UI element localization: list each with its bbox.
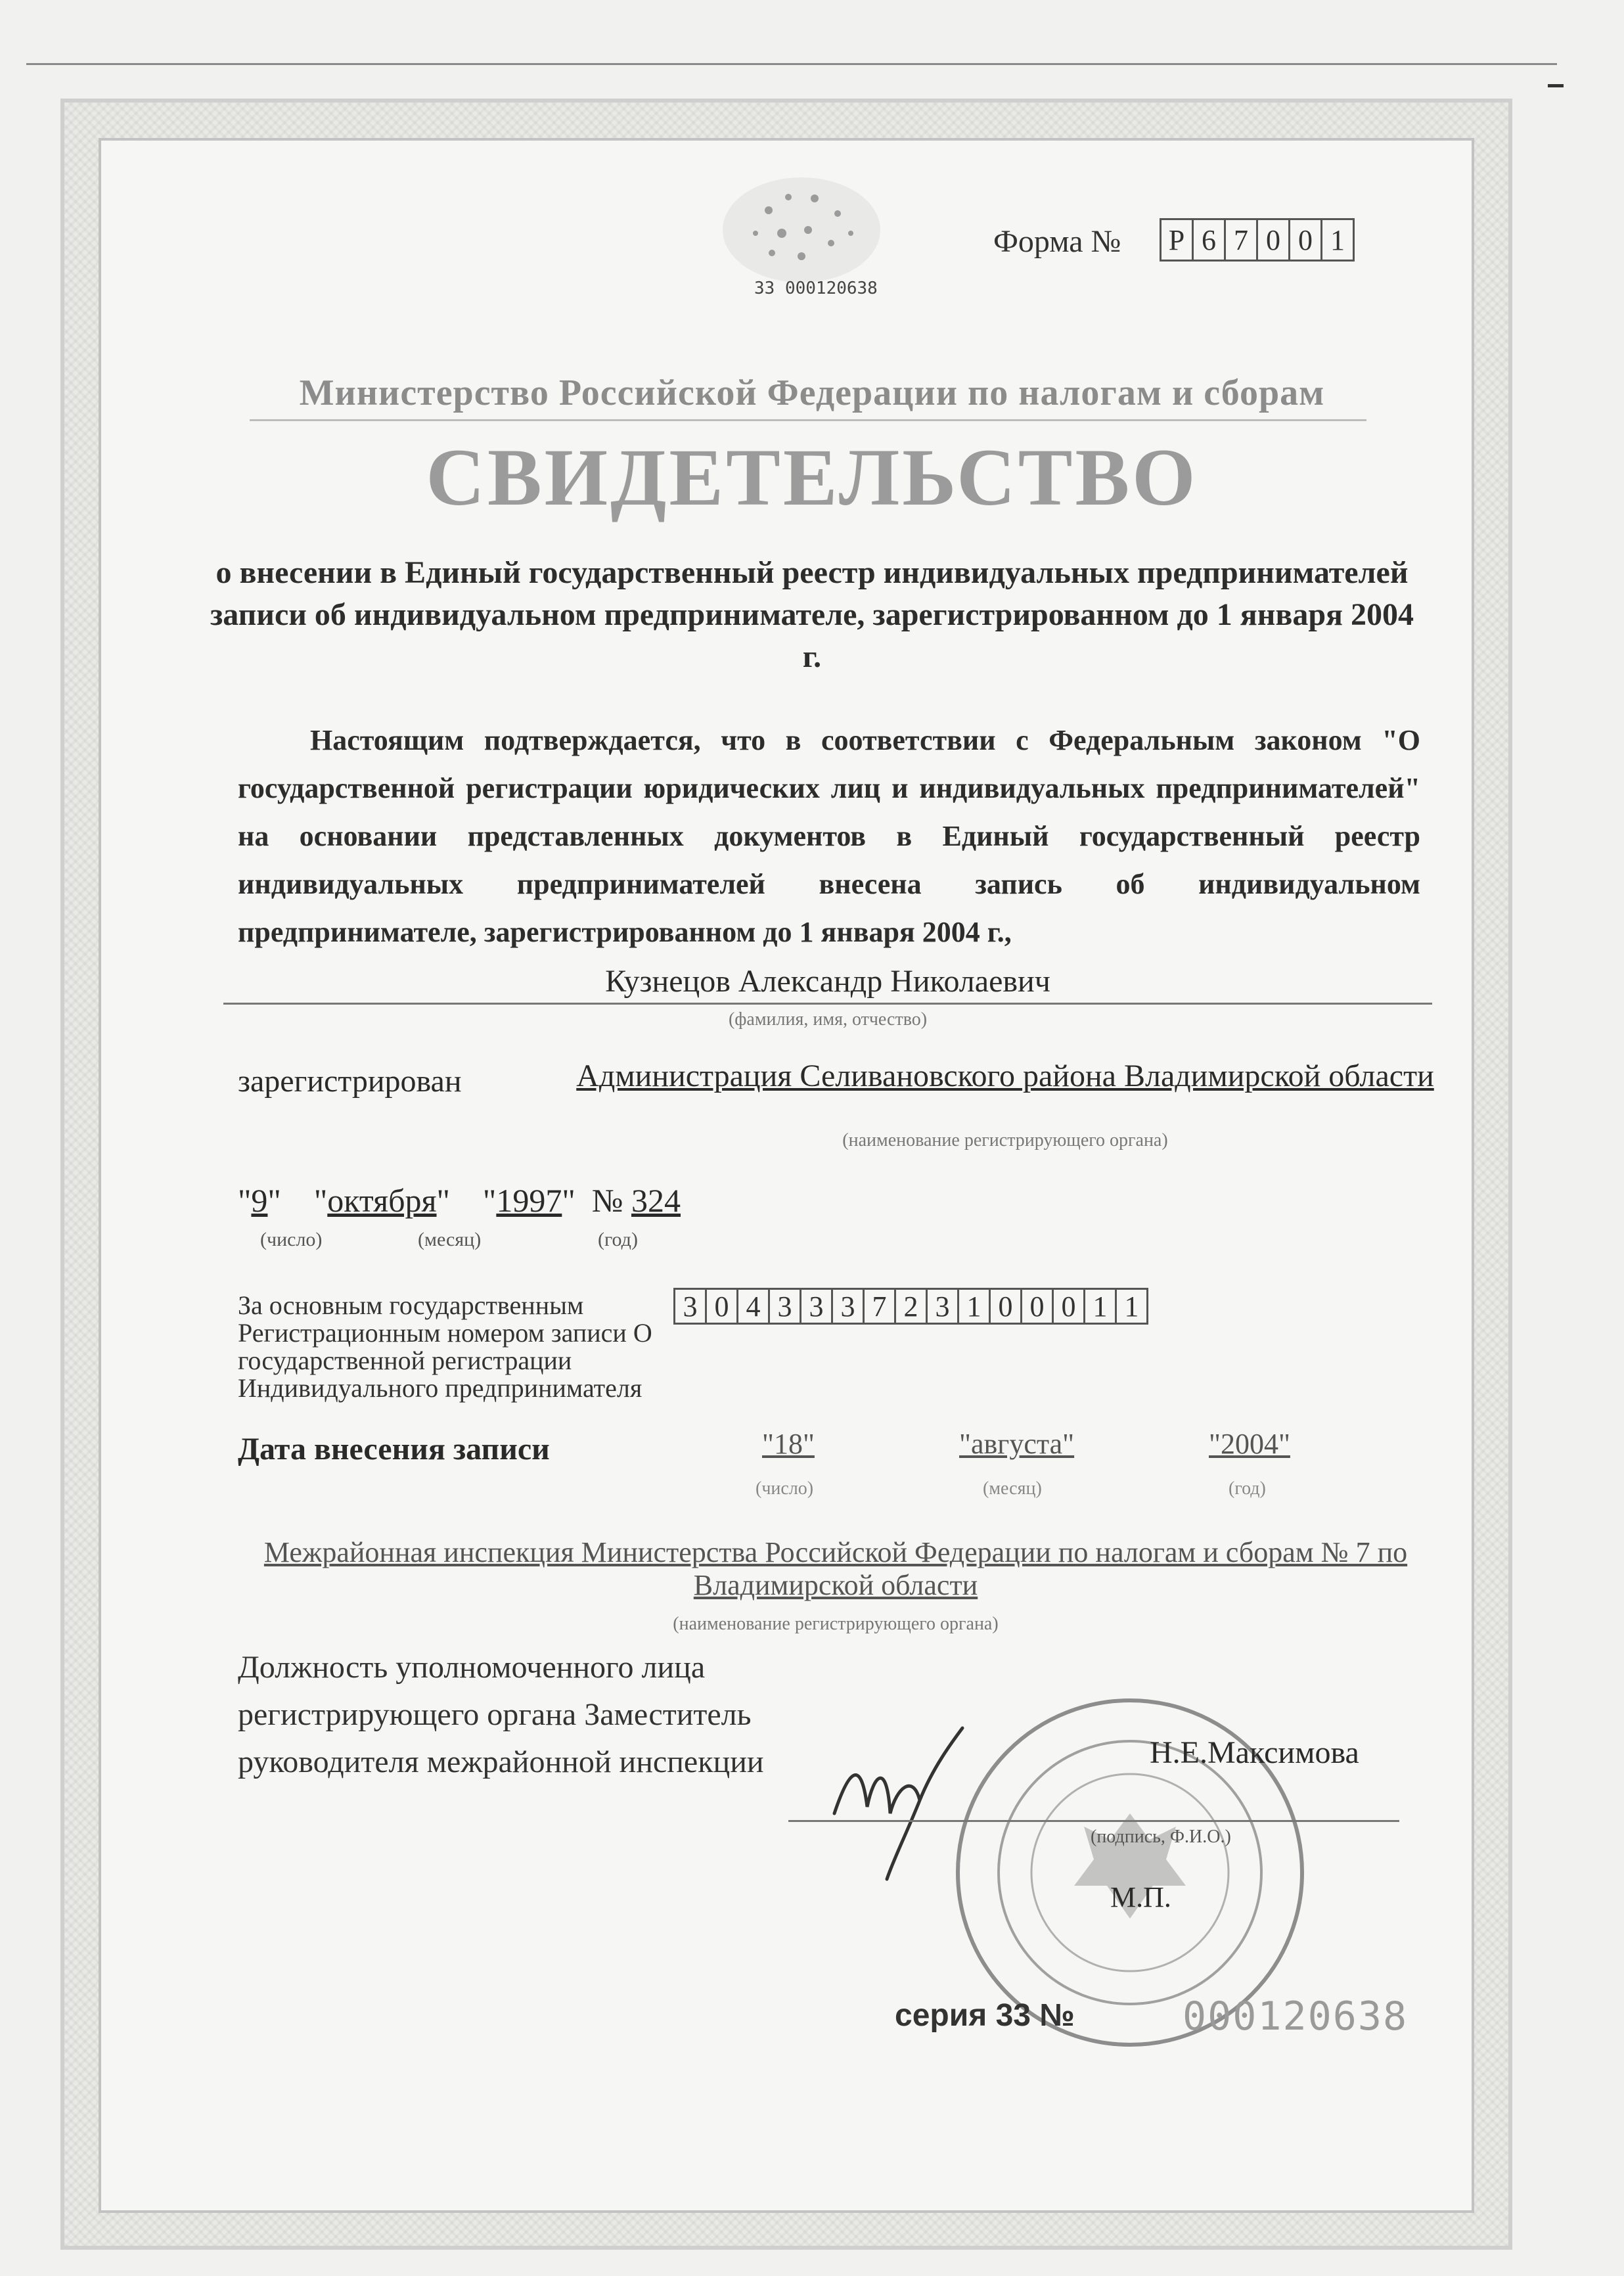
top-serial-number: 33 000120638 — [754, 279, 878, 298]
ogrn-digit-cell: 3 — [768, 1288, 801, 1325]
top-scan-line — [26, 63, 1557, 65]
scan-mark — [1548, 84, 1564, 87]
inspection-name: Межрайонная инспекция Министерства Российской Федерации по налогам и сборам № 7 по Владимирской области — [263, 1536, 1408, 1601]
ogrn-digit-cell: 0 — [989, 1288, 1022, 1325]
form-code-cells — [1162, 218, 1355, 262]
ogrn-digit-cell: 3 — [800, 1288, 833, 1325]
entry-caption-month: (месяц) — [983, 1478, 1042, 1499]
registration-day: 9 — [251, 1182, 268, 1219]
ministry-heading: Министерство Российской Федерации по налогам и сборам — [299, 373, 1325, 413]
form-code-cell: 0 — [1288, 218, 1322, 262]
certificate-title: СВИДЕТЕЛЬСТВО — [426, 432, 1198, 522]
form-code-cell: 0 — [1256, 218, 1290, 262]
ogrn-digit-cell: 3 — [673, 1288, 707, 1325]
registration-number: 324 — [631, 1182, 681, 1219]
entry-year: "2004" — [1209, 1428, 1290, 1460]
entry-day: "18" — [762, 1428, 815, 1460]
registration-date-line: "9" "октября" "1997" № 324 — [238, 1182, 681, 1219]
caption-day: (число) — [260, 1229, 323, 1250]
entry-month: "августа" — [959, 1428, 1075, 1460]
form-code-cell: 1 — [1320, 218, 1355, 262]
signature-caption: (подпись, Ф.И.О.) — [1091, 1827, 1231, 1847]
registration-number-label: № — [591, 1182, 623, 1219]
series-label: серия 33 № — [895, 1998, 1075, 2033]
ogrn-digit-cell: 7 — [863, 1288, 896, 1325]
ogrn-digit-cell: 1 — [957, 1288, 991, 1325]
ogrn-digit-cell: 0 — [1020, 1288, 1054, 1325]
entrepreneur-name: Кузнецов Александр Николаевич — [605, 964, 1050, 999]
ogrn-digit-cell: 3 — [926, 1288, 959, 1325]
ogrn-digit-cell: 0 — [1052, 1288, 1085, 1325]
registration-month: октября — [327, 1182, 437, 1219]
ogrn-digit-cell: 3 — [831, 1288, 865, 1325]
official-role: Должность уполномоченного лица регистрирующего органа Заместитель руководителя межрайонной инспекции — [238, 1650, 764, 1779]
form-code-cell: 6 — [1192, 218, 1226, 262]
stamp-place-mark: М.П. — [1110, 1881, 1171, 1913]
ogrn-digit-cell: 2 — [894, 1288, 928, 1325]
name-rule — [223, 1003, 1432, 1005]
registering-organ-caption: (наименование регистрирующего органа) — [842, 1130, 1168, 1150]
handwritten-signature-icon — [821, 1715, 979, 1886]
hologram-seal-icon — [710, 171, 893, 296]
form-code-cell: 7 — [1224, 218, 1258, 262]
signature-rule — [788, 1820, 1399, 1822]
ogrn-digit-cell: 4 — [736, 1288, 770, 1325]
form-code-cell: Р — [1160, 218, 1194, 262]
official-name: Н.Е.Максимова — [1150, 1735, 1359, 1770]
ministry-rule — [250, 419, 1366, 421]
ogrn-digit-cell: 1 — [1115, 1288, 1148, 1325]
registering-organ: Администрация Селивановского района Владимирской области — [576, 1058, 1434, 1093]
entry-caption-year: (год) — [1229, 1478, 1266, 1499]
ogrn-label: За основным государственным Регистрационным номером записи О государственной регистрации Индивидуального предпринимателя — [238, 1290, 652, 1403]
ogrn-cells — [675, 1288, 1148, 1325]
entry-date-label: Дата внесения записи — [238, 1432, 550, 1467]
certificate-body: Настоящим подтверждается, что в соответствии с Федеральным законом "О государственной регистрации юридических лиц и индивидуальных предпринимателей" на основании представленных документов в Единый государственный реестр индивидуальных предпринимателей внесена запись об индивидуальном предпринимателе, зарегистрированном до 1 января 2004 г., — [238, 724, 1420, 948]
caption-year: (год) — [598, 1229, 638, 1250]
series-number: 000120638 — [1183, 1993, 1409, 2039]
registration-year: 1997 — [496, 1182, 562, 1219]
registered-label: зарегистрирован — [238, 1064, 462, 1099]
ogrn-digit-cell: 1 — [1083, 1288, 1117, 1325]
ogrn-digit-cell: 0 — [705, 1288, 738, 1325]
caption-month: (месяц) — [418, 1229, 482, 1250]
name-caption: (фамилия, имя, отчество) — [728, 1009, 928, 1030]
entry-caption-day: (число) — [756, 1478, 814, 1499]
certificate-subtitle: о внесении в Единый государственный реестр индивидуальных предпринимателей записи об индивидуальном предпринимателе, зарегистрированном до 1 января 2004 г. — [210, 555, 1414, 674]
form-number-label: Форма № — [993, 224, 1121, 259]
inspection-caption: (наименование регистрирующего органа) — [673, 1614, 999, 1634]
